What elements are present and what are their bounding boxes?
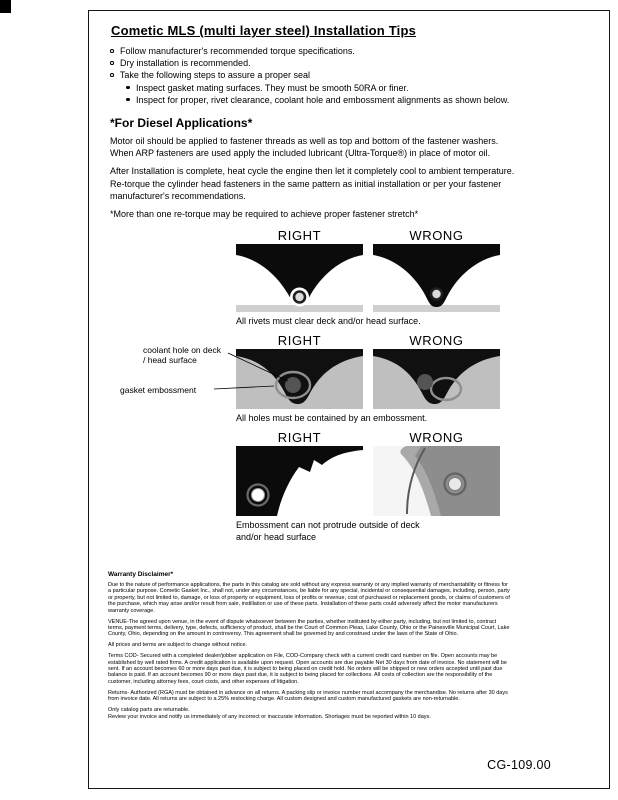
figure-caption: All rivets must clear deck and/or head surface. [236,316,421,327]
tip-item [110,69,597,81]
wrong-label: WRONG [409,228,464,244]
circle-bullet-icon [110,49,114,53]
rivet-wrong-diagram [373,244,500,312]
figure-embossment-protrusion [110,430,597,543]
legal-paragraph: Terms COD- Secured with a completed dealer/jobber application on File, COD-Company check with a current credit card number on file. Open accounts may be established by well rated firms. A credit application is available upon request. Open accounts are due payable Net 30 days from date of invoice. No statement will be sent. If an account becomes 60 or more days past due, it is subject to being placed on credit hold. No orders will be shipped or new orders accepted until past due balance is paid. If an account becomes 90 or more days past due, it is subject to being placed for collections. All costs of collection are the responsibility of the customer, including attorney fees, court costs, and other expenses of litigation. [108,653,507,685]
figure-caption: Embossment can not protrude outside of deck and/or head surface [236,520,420,543]
page-code: CG-109.00 [487,758,551,772]
diesel-paragraph-retorque-note: *More than one re-torque may be required to achieve proper fastener stretch* [110,209,419,220]
figure-caption: All holes must be contained by an embossment. [236,413,428,424]
figure-labels-row [236,430,597,446]
legal-paragraph: All prices and terms are subject to change without notice. [108,642,248,649]
legal-paragraph: Only catalog parts are returnable. [108,707,190,713]
sub-tips-container [110,82,597,106]
tip-item [110,45,597,57]
page-frame [88,10,610,789]
embossment-wrong-diagram [373,446,500,516]
tip-text: Dry installation is recommended. [120,58,251,69]
figure-hole-embossment [110,333,597,424]
circle-bullet-icon [110,61,114,65]
diesel-applications-heading: *For Diesel Applications* [110,116,253,131]
circle-bullet-icon [110,73,114,77]
legal-paragraph: Due to the nature of performance applications, the parts in this catalog are sold without any express warranty or any implied warranty of merchantability or fitness for a particular purpose. Cometic Gasket Inc., shall not, under any circumstances, be liable for any special, incidental or consequential damages, including, person, party or property, but not limited to, damage, or loss of property or equipment, loss of profits or revenue, cost of purchased or replacement goods, or claims of customers of the purchase, which may arise and/or result from sale, instillation or use of these parts. Installation of these parts could adversely affect the motor manufacturers warranty coverage. [108,582,510,614]
legal-paragraph: Returns- Authorized (RGA) must be obtained in advance on all returns. A packing slip or invoice number must accompany the merchandise. No returns after 30 days from invoice date. All returns are subject to a 25% restocking charge. All custom designed and custom manufactured gaskets are non-returnable. [108,689,508,703]
figure-panels-row [236,446,597,516]
tip-item [110,57,597,69]
sub-tip-item [126,82,597,94]
rivet-right-diagram [236,244,363,312]
sub-tip-item [126,94,597,106]
installation-tips-list [110,45,597,106]
figure-panels-row [236,349,597,409]
legal-section [108,571,512,725]
page-title: Cometic MLS (multi layer steel) Installation Tips [111,23,417,38]
dot-bullet-icon [126,98,130,102]
embossment-right-diagram [236,446,363,516]
diesel-paragraph-motor-oil: Motor oil should be applied to fastener threads as well as top and bottom of the fastener washers. When ARP fasteners are used apply the included lubricant (Ultra-Torque®) in place of motor oil. [110,136,499,159]
figure-labels-row [236,333,597,349]
figure-labels-row [236,228,597,244]
holes-wrong-diagram [373,349,500,409]
diesel-paragraph-heat-cycle: After Installation is complete, heat cycle the engine then let it completely cool to ambient temperature. Re-torque the cylinder head fasteners in the same pattern as initial installation or per your fastener manufacturer's recommendations. [110,166,515,201]
sub-tip-text: Inspect gasket mating surfaces. They must be smooth 50RA or finer. [136,82,409,93]
sub-tips-list [126,82,597,106]
sub-tip-text: Inspect for proper, rivet clearance, coolant hole and embossment alignments as shown below. [136,94,510,105]
right-label: RIGHT [277,430,322,446]
legal-paragraph: VENUE-The agreed upon venue, in the event of dispute whatsoever between the parties, whether instituted by either party, including, but not limited to, contract terms, payment terms, delivery, type, defects, sufficiency of product, shall be the Court of Common Pleas, Lake County, Ohio or the Painesville Municipal Court, Lake County, Ohio, depending on the amount in controversy. This agreement shall be governed by and construed under the laws of the State of Ohio. [108,618,510,638]
scan-artifact-mark [0,0,11,13]
figure-rivet-clearance [110,228,597,327]
warranty-disclaimer-heading: Warranty Disclaimer* [108,571,174,578]
annotation-gasket-embossment: gasket embossment [120,385,197,396]
annotation-coolant-hole: coolant hole on deck / head surface [143,345,221,366]
figure-panels-row [236,244,597,312]
tip-text: Take the following steps to assure a proper seal [119,70,310,81]
legal-paragraph: Review your invoice and notify us immediately of any incorrect or inaccurate information. Shortages must be reported within 10 days. [108,714,431,721]
wrong-label: WRONG [409,333,464,349]
right-label: RIGHT [277,228,322,244]
holes-right-diagram [236,349,363,409]
tip-text: Follow manufacturer's recommended torque specifications. [120,46,355,56]
wrong-label: WRONG [409,430,464,446]
dot-bullet-icon [126,86,130,90]
right-label: RIGHT [277,333,322,349]
